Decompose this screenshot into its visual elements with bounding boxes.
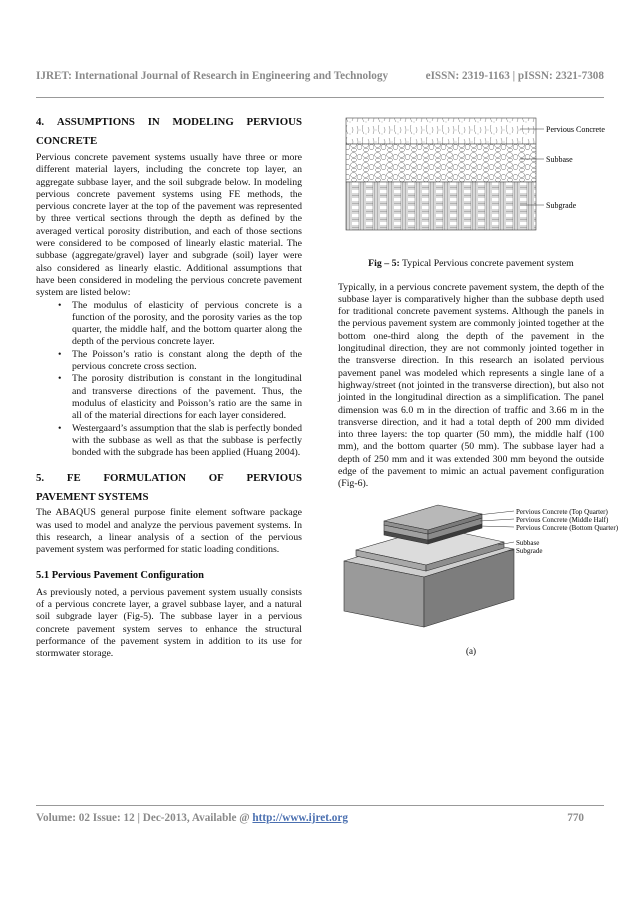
fig5-label-subbase: Subbase (546, 155, 573, 164)
section-5-heading-cont: PAVEMENT SYSTEMS (36, 491, 149, 504)
heading-word: FORMULATION (103, 472, 187, 485)
issn-text: eISSN: 2319-1163 | pISSN: 2321-7308 (425, 70, 604, 82)
heading-word: IN (147, 116, 160, 128)
section-4-heading-cont: CONCRETE (36, 135, 98, 147)
list-item: • The Poisson’s ratio is constant along the depth of the pervious concrete cross section. (36, 349, 302, 374)
section-4-heading (36, 115, 302, 129)
section-4-paragraph: Pervious concrete pavement systems usually have three or more different material layers, including the concrete top layer, an aggregate subbase layer, and the soil subgrade below. In modeling pervious concrete pavement systems using FE methods, the pervious concrete layer at the top of the pavement was represented by three vertical sections through the depth as defined by the averaged vertical porosity distribution, and each of those sections were considered to be composed of linearly elastic material. The subbase (aggregate/gravel) layer and subgrade (soil) layer were also considered as linearly elastic. Additional assumptions that have been considered in modeling the pervious concrete pavement system are listed below: (36, 152, 302, 299)
header-divider (36, 97, 604, 98)
heading-word: 4. (36, 116, 45, 128)
journal-link[interactable]: http://www.ijret.org (252, 812, 348, 824)
volume-info: Volume: 02 Issue: 12 | Dec-2013, Available @ (36, 812, 253, 824)
heading-word: ASSUMPTIONS (56, 116, 135, 128)
fig5-label-subgrade: Subgrade (546, 201, 577, 210)
section-5-1-heading: 5.1 Pervious Pavement Configuration (36, 569, 204, 581)
page-footer (36, 812, 604, 824)
figure-6-diagram (338, 501, 619, 661)
list-item: • The porosity distribution is constant in the longitudinal and transverse directions of the pavement. Thus, the modulus of elasticity and Poisson’s ratio are the same in all of the material directions for each layer considered. (36, 373, 302, 422)
section-5-heading (36, 471, 302, 485)
fig6-label-subbase: Subbase (516, 538, 540, 547)
right-paragraph: Typically, in a pervious concrete pavement system, the depth of the subbase layer is comparatively higher than the subbase depth used for traditional concrete pavement systems. Although the panels in the pervious pavement system are commonly jointed together at the bottom one-third along the depth of the pavement in the longitudinal direction, they are not commonly jointed together in the transverse direction. In this research an isolated pervious pavement panel was modeled which represents a single lane of a highway/street (not jointed in the transverse direction), but also not jointed in the longitudinal direction as a simplification. The panel dimension was 6.0 m in the direction of traffic and 3.66 m in the transverse direction, and it had a total depth of 200 mm divided into three layers: the top quarter (50 mm), the middle half (100 mm), and the bottom quarter (50 mm). The subbase layer had a depth of 250 mm and it was extended 300 mm beyond the outside edge of the pavement to mimic an actual pavement configuration (Fig-6). (338, 281, 604, 490)
heading-word: PERVIOUS (246, 116, 302, 128)
heading-word: 5. (36, 472, 45, 485)
page-header (36, 70, 604, 82)
heading-word: PERVIOUS (246, 472, 302, 485)
heading-word: OF (208, 472, 224, 485)
soil-profile (346, 118, 536, 230)
figure-5-diagram (338, 112, 604, 240)
heading-word: MODELING (172, 116, 234, 128)
list-item: • The modulus of elasticity of pervious concrete is a function of the porosity, and the porosity varies as the top quarter, the middle half, and the bottom quarter along the depth of the pervious concrete layer. (36, 300, 302, 349)
right-column (338, 112, 619, 665)
fig6-label-top-quarter: Pervious Concrete (Top Quarter) (516, 507, 608, 516)
footer-divider (36, 805, 604, 806)
fig6-label-bottom-quarter: Pervious Concrete (Bottom Quarter) (516, 523, 619, 532)
left-column (36, 115, 302, 660)
figure-5-caption (338, 258, 604, 270)
section-5-paragraph: The ABAQUS general purpose finite element software package was used to model and analyze the pervious pavement systems. In this research, a linear analysis of a section of the pervious pavement system was performed for static loading conditions. (36, 507, 302, 556)
fig5-label-pervious: Pervious Concrete (546, 125, 605, 134)
list-item: • Westergaard’s assumption that the slab is perfectly bonded with the subbase as well as that the subbase is perfectly bonded with the subgrade has been applied (Huang 2004). (36, 423, 302, 460)
section-5-1-paragraph: As previously noted, a pervious pavement system usually consists of a pervious concrete layer, a gravel subbase layer, and a natural soil subgrade layer (Fig-5). The subbase layer in a pervious concrete pavement system serves to enhance the structural performance of the pavement system in addition to its use for stormwater storage. (36, 586, 302, 660)
heading-word: FE (66, 472, 81, 485)
fig6-label-subgrade: Subgrade (516, 546, 543, 555)
assumption-list (36, 300, 302, 460)
page-number: 770 (567, 812, 584, 824)
pavement-3d-model (344, 505, 514, 627)
caption-text: Typical Pervious concrete pavement system (399, 258, 574, 270)
caption-label: Fig – 5: (368, 258, 400, 270)
journal-title: IJRET: International Journal of Research in Engineering and Technology (36, 70, 389, 82)
fig6-sublabel: (a) (466, 645, 476, 656)
fig6-label-middle-half: Pervious Concrete (Middle Half) (516, 515, 609, 524)
